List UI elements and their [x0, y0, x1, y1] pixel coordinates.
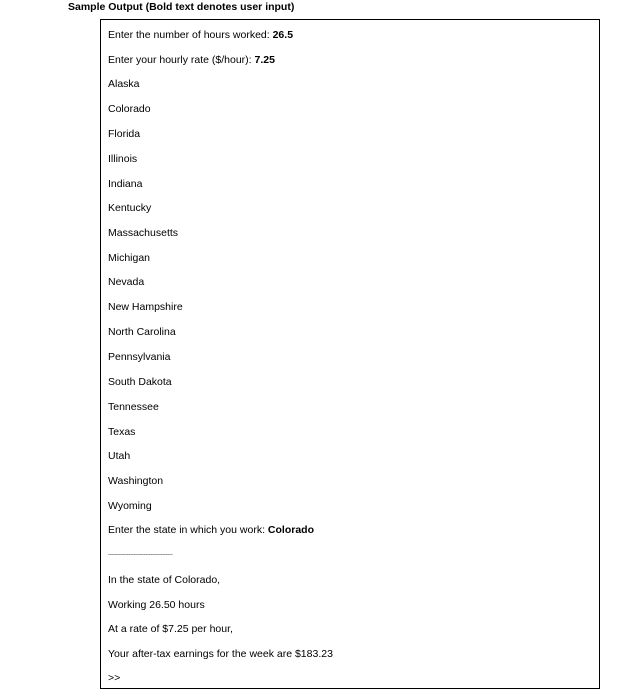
state-list-item: Florida	[108, 128, 141, 140]
result-line: Working 26.50 hours	[108, 599, 205, 611]
state-prompt-text: Enter the state in which you work:	[108, 524, 268, 536]
shell-prompt: >>	[108, 672, 121, 684]
state-list-item: Michigan	[108, 252, 151, 264]
state-list-item: Massachusetts	[108, 227, 179, 239]
hours-prompt-line	[108, 28, 293, 42]
state-list-item: Alaska	[108, 78, 140, 90]
state-list-item: Wyoming	[108, 500, 152, 512]
result-line: Your after-tax earnings for the week are $183.23	[108, 648, 333, 660]
state-list-item: South Dakota	[108, 376, 172, 388]
hours-prompt-text: Enter the number of hours worked:	[108, 29, 273, 41]
state-list-item: Indiana	[108, 178, 143, 190]
state-list-item: Colorado	[108, 103, 151, 115]
hours-input-value: 26.5	[272, 29, 294, 41]
state-prompt-line	[108, 523, 314, 537]
sample-output-heading: Sample Output (Bold text denotes user input)	[68, 1, 295, 13]
state-list-item: Kentucky	[108, 202, 152, 214]
state-list-item: Illinois	[108, 153, 138, 165]
state-list-item: Pennsylvania	[108, 351, 171, 363]
result-line: In the state of Colorado,	[108, 574, 221, 586]
state-list-item: New Hampshire	[108, 301, 183, 313]
state-list-item: Utah	[108, 450, 131, 462]
state-list-item: Washington	[108, 475, 164, 487]
divider-line: --------------------------------------	[108, 552, 173, 558]
result-line: At a rate of $7.25 per hour,	[108, 623, 233, 635]
state-list-item: Tennessee	[108, 401, 159, 413]
rate-input-value: 7.25	[254, 54, 275, 66]
state-list-item: Nevada	[108, 276, 145, 288]
rate-prompt-line	[108, 53, 275, 67]
rate-prompt-text: Enter your hourly rate ($/hour):	[108, 54, 255, 66]
state-list-item: Texas	[108, 426, 136, 438]
console-output-box	[100, 19, 600, 689]
state-input-value: Colorado	[267, 524, 315, 536]
state-list-item: North Carolina	[108, 326, 176, 338]
